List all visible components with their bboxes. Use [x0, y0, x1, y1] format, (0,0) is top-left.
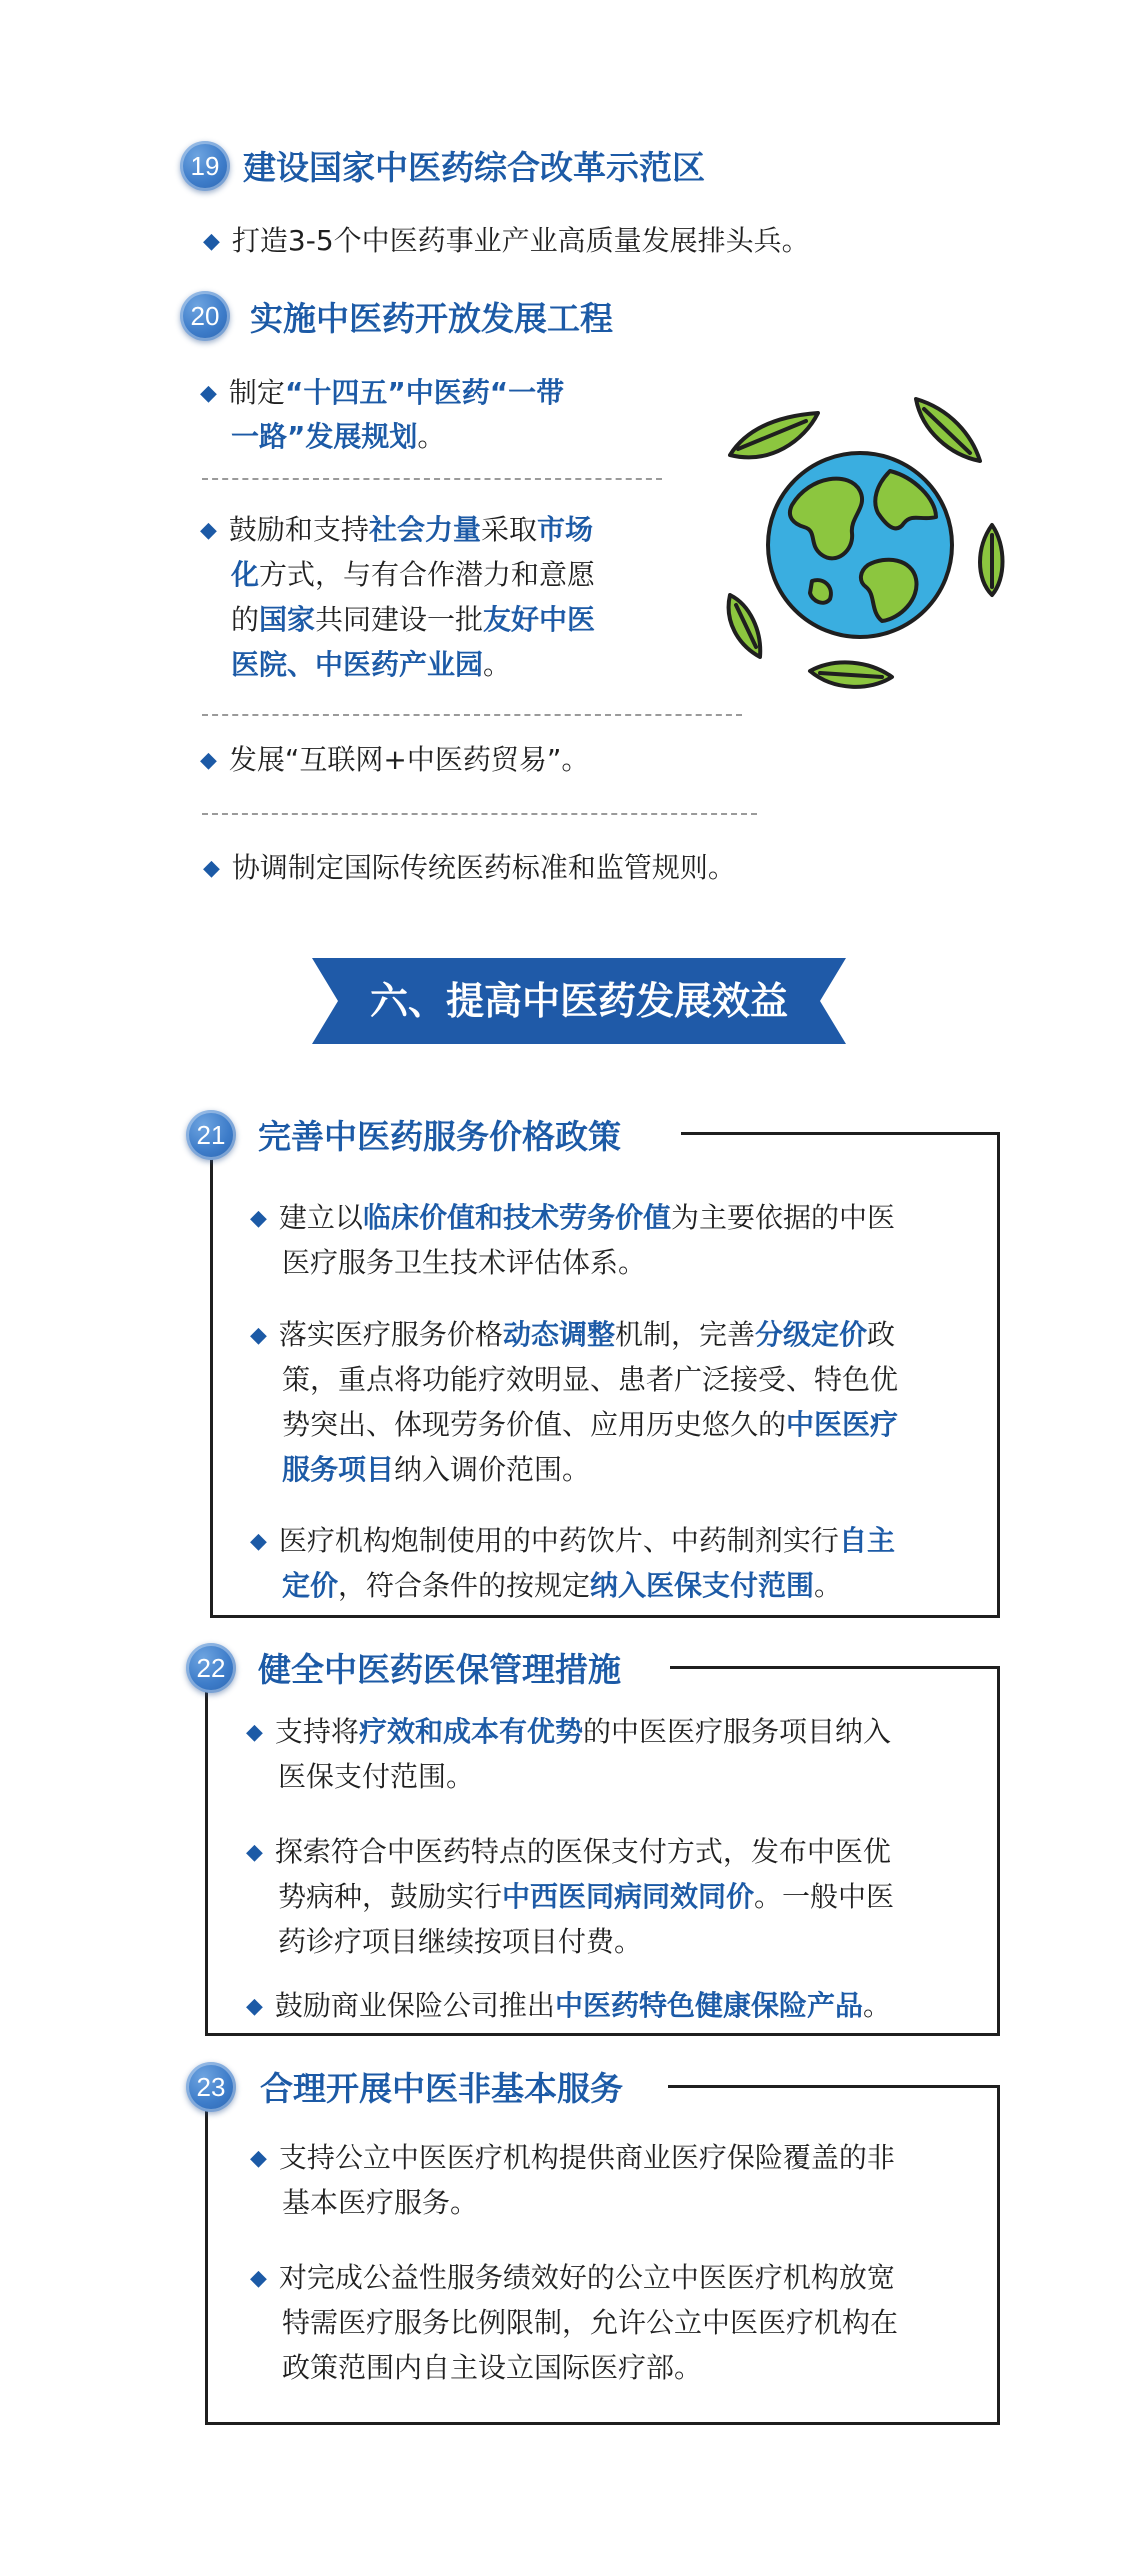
item-22-point-1-line-1: ◆ 支持将疗效和成本有优势的中医医疗服务项目纳入	[246, 1715, 891, 1748]
item-23-point-2-line-2: 特需医疗服务比例限制，允许公立中医医疗机构在	[282, 2306, 899, 2339]
item-22-point-2-line-3: 药诊疗项目继续按项目付费。	[278, 1925, 643, 1958]
section-6-banner-title: 六、提高中医药发展效益	[369, 979, 788, 1023]
dashed-divider	[202, 813, 757, 815]
item-20-point-2-line-2: 化方式，与有合作潜力和意愿	[231, 558, 596, 591]
diamond-bullet-icon: ◆	[246, 1720, 263, 1745]
item-21-title: 完善中医药服务价格政策	[258, 1117, 621, 1156]
item-21-number-badge: 21	[186, 1110, 236, 1160]
item-20-point-1-line-1: ◆ 制定“十四五”中医药“一带	[200, 376, 565, 409]
item-21-point-2-line-3: 势突出、体现劳务价值、应用历史悠久的中医医疗	[282, 1408, 899, 1441]
globe-with-leaves-icon	[700, 395, 1020, 695]
item-21-point-2-line-1: ◆ 落实医疗服务价格动态调整机制，完善分级定价政	[250, 1318, 895, 1351]
item-22-point-2-line-2: 势病种，鼓励实行中西医同病同效同价。一般中医	[278, 1880, 895, 1913]
diamond-bullet-icon: ◆	[246, 1994, 263, 2019]
diamond-bullet-icon: ◆	[200, 748, 217, 773]
item-20-title: 实施中医药开放发展工程	[250, 299, 613, 338]
dashed-divider	[202, 714, 742, 716]
item-23-point-2-line-1: ◆ 对完成公益性服务绩效好的公立中医医疗机构放宽	[250, 2261, 895, 2294]
diamond-bullet-icon: ◆	[250, 2146, 267, 2171]
item-21-point-2-line-2: 策，重点将功能疗效明显、患者广泛接受、特色优	[282, 1363, 899, 1396]
item-21-point-3-line-1: ◆ 医疗机构炮制使用的中药饮片、中药制剂实行自主	[250, 1524, 895, 1557]
item-20-point-3: ◆ 发展“互联网+中医药贸易”。	[200, 743, 590, 776]
diamond-bullet-icon: ◆	[200, 518, 217, 543]
item-23-point-2-line-3: 政策范围内自主设立国际医疗部。	[282, 2351, 703, 2384]
item-20-point-2-line-3: 的国家共同建设一批友好中医	[231, 603, 596, 636]
item-20-point-2-line-4: 医院、中医药产业园。	[231, 648, 512, 681]
diamond-bullet-icon: ◆	[246, 1840, 263, 1865]
item-21-point-3-line-2: 定价，符合条件的按规定纳入医保支付范围。	[282, 1569, 843, 1602]
item-21-point-1-line-2: 医疗服务卫生技术评估体系。	[282, 1246, 647, 1279]
item-21-point-1-line-1: ◆ 建立以临床价值和技术劳务价值为主要依据的中医	[250, 1201, 895, 1234]
diamond-bullet-icon: ◆	[250, 2266, 267, 2291]
diamond-bullet-icon: ◆	[203, 856, 220, 881]
item-23-number-badge: 23	[186, 2062, 236, 2112]
diamond-bullet-icon: ◆	[250, 1529, 267, 1554]
item-19-title: 建设国家中医药综合改革示范区	[243, 148, 705, 187]
item-23-point-1-line-1: ◆ 支持公立中医医疗机构提供商业医疗保险覆盖的非	[250, 2141, 895, 2174]
item-19-point-1: ◆ 打造3-5个中医药事业产业高质量发展排头兵。	[203, 224, 810, 257]
item-23-point-1-line-2: 基本医疗服务。	[282, 2186, 479, 2219]
item-19-number-badge: 19	[180, 141, 230, 191]
item-21-point-2-line-4: 服务项目纳入调价范围。	[282, 1453, 591, 1486]
item-22-point-2-line-1: ◆ 探索符合中医药特点的医保支付方式，发布中医优	[246, 1835, 891, 1868]
item-22-point-3: ◆ 鼓励商业保险公司推出中医药特色健康保险产品。	[246, 1989, 891, 2022]
item-22-point-1-line-2: 医保支付范围。	[278, 1760, 475, 1793]
item-22-number-badge: 22	[186, 1643, 236, 1693]
item-20-number-badge: 20	[180, 291, 230, 341]
item-20-point-4: ◆ 协调制定国际传统医药标准和监管规则。	[203, 851, 736, 884]
dashed-divider	[202, 478, 662, 480]
section-6-banner	[312, 958, 846, 1044]
diamond-bullet-icon: ◆	[203, 229, 220, 254]
item-20-point-1-line-2: 一路”发展规划。	[231, 420, 446, 453]
diamond-bullet-icon: ◆	[250, 1323, 267, 1348]
diamond-bullet-icon: ◆	[250, 1206, 267, 1231]
item-20-point-2-line-1: ◆ 鼓励和支持社会力量采取市场	[200, 513, 593, 546]
diamond-bullet-icon: ◆	[200, 381, 217, 406]
item-22-title: 健全中医药医保管理措施	[258, 1650, 621, 1689]
item-23-title: 合理开展中医非基本服务	[260, 2069, 623, 2108]
